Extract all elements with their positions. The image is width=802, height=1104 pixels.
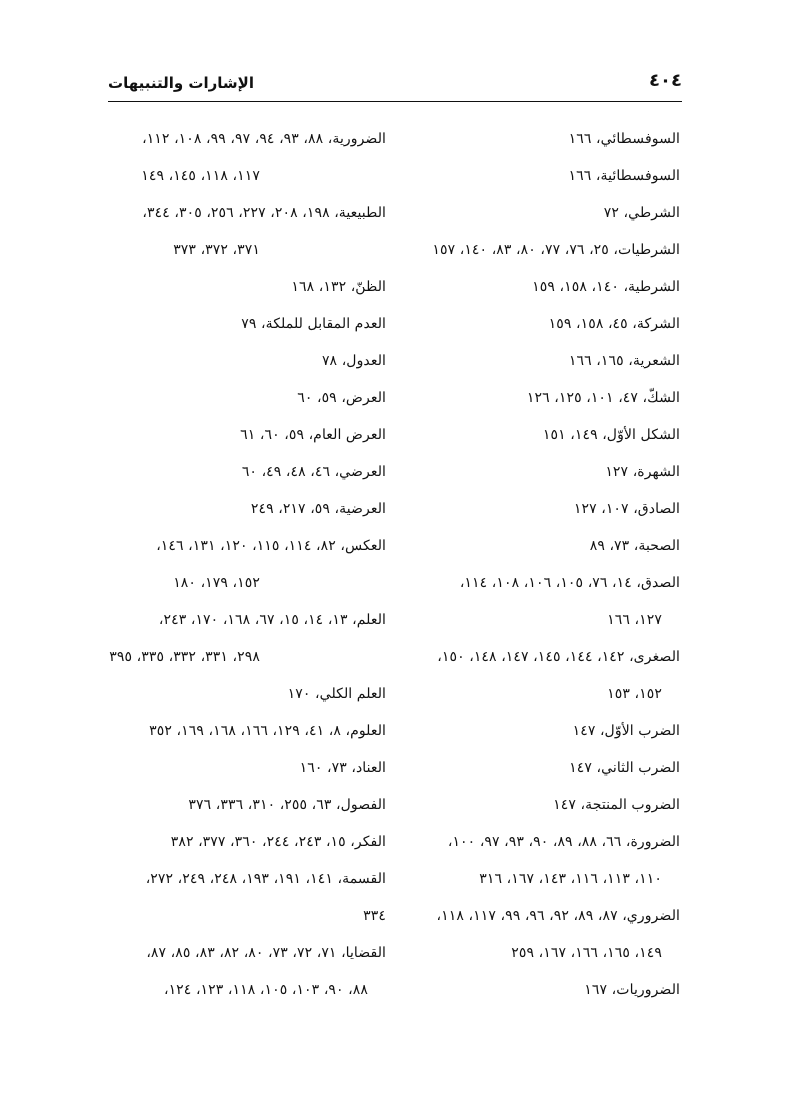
index-entry: الشرطيات، ٢٥، ٧٦، ٧٧، ٨٠، ٨٣، ١٤٠، ١٥٧ xyxy=(432,242,680,258)
header-divider xyxy=(108,101,682,102)
index-entry: ١١٠، ١١٣، ١١٦، ١٤٣، ١٦٧، ٣١٦ xyxy=(479,871,662,887)
index-entry: الشرطية، ١٤٠، ١٥٨، ١٥٩ xyxy=(532,279,680,295)
index-entry: العرض، ٥٩، ٦٠ xyxy=(297,390,386,406)
index-entry: العلم، ١٣، ١٤، ١٥، ٦٧، ١٦٨، ١٧٠، ٢٤٣، xyxy=(158,612,386,628)
index-entry: ١٢٧، ١٦٦ xyxy=(607,612,662,628)
index-entry: ٣٧١، ٣٧٢، ٣٧٣ xyxy=(173,242,260,258)
index-entry: العلوم، ٨، ٤١، ١٢٩، ١٦٦، ١٦٨، ١٦٩، ٣٥٢ xyxy=(149,723,386,739)
index-entry: الضرورية، ٨٨، ٩٣، ٩٤، ٩٧، ٩٩، ١٠٨، ١١٢، xyxy=(142,131,386,147)
index-entry: العرضي، ٤٦، ٤٨، ٤٩، ٦٠ xyxy=(241,464,386,480)
page-number: ٤٠٤ xyxy=(649,70,682,91)
index-entry: الضرورة، ٦٦، ٨٨، ٨٩، ٩٠، ٩٣، ٩٧، ١٠٠، xyxy=(447,834,680,850)
index-entry: الفكر، ١٥، ٢٤٣، ٢٤٤، ٣٦٠، ٣٧٧، ٣٨٢ xyxy=(170,834,386,850)
index-entry: الضروري، ٨٧، ٨٩، ٩٢، ٩٦، ٩٩، ١١٧، ١١٨، xyxy=(436,908,680,924)
index-entry: الشكل الأوّل، ١٤٩، ١٥١ xyxy=(542,427,680,443)
index-entry: القضايا، ٧١، ٧٢، ٧٣، ٨٠، ٨٢، ٨٣، ٨٥، ٨٧، xyxy=(146,945,386,961)
index-column-left xyxy=(110,121,386,1009)
index-entry: العدول، ٧٨ xyxy=(321,353,386,369)
index-entry: ٣٣٤ xyxy=(363,908,386,924)
index-entry: ١٥٢، ١٧٩، ١٨٠ xyxy=(173,575,260,591)
index-entry: السوفسطائي، ١٦٦ xyxy=(568,131,680,147)
page-header xyxy=(108,70,682,100)
index-entry: الضرب الثاني، ١٤٧ xyxy=(569,760,680,776)
index-entry: ١١٧، ١١٨، ١٤٥، ١٤٩ xyxy=(141,168,260,184)
index-entry: السوفسطائية، ١٦٦ xyxy=(568,168,680,184)
index-entry: العرض العام، ٥٩، ٦٠، ٦١ xyxy=(240,427,386,443)
index-entry: الصحبة، ٧٣، ٨٩ xyxy=(589,538,680,554)
index-entry: الصغرى، ١٤٢، ١٤٤، ١٤٥، ١٤٧، ١٤٨، ١٥٠، xyxy=(437,649,680,665)
index-entry: العدم المقابل للملكة، ٧٩ xyxy=(241,316,386,332)
index-entry: العلم الكلي، ١٧٠ xyxy=(287,686,386,702)
index-entry: الشركة، ٤٥، ١٥٨، ١٥٩ xyxy=(548,316,680,332)
index-entry: الضروريات، ١٦٧ xyxy=(584,982,680,998)
index-entry: العرضية، ٥٩، ٢١٧، ٢٤٩ xyxy=(250,501,386,517)
index-entry: الصدق، ١٤، ٧٦، ١٠٥، ١٠٦، ١٠٨، ١١٤، xyxy=(459,575,680,591)
index-entry: الشعرية، ١٦٥، ١٦٦ xyxy=(568,353,680,369)
index-entry: الطبيعية، ١٩٨، ٢٠٨، ٢٢٧، ٢٥٦، ٣٠٥، ٣٤٤، xyxy=(142,205,386,221)
index-entry: الضرب الأوّل، ١٤٧ xyxy=(572,723,680,739)
index-column-right xyxy=(408,121,680,1009)
index-entry: الشكّ، ٤٧، ١٠١، ١٢٥، ١٢٦ xyxy=(526,390,680,406)
index-entry: ٨٨، ٩٠، ١٠٣، ١٠٥، ١١٨، ١٢٣، ١٢٤، xyxy=(163,982,368,998)
running-title: الإشارات والتنبيهات xyxy=(108,74,254,92)
index-entry: الفصول، ٦٣، ٢٥٥، ٣١٠، ٣٣٦، ٣٧٦ xyxy=(188,797,386,813)
index-entry: القسمة، ١٤١، ١٩١، ١٩٣، ٢٤٨، ٢٤٩، ٢٧٢، xyxy=(145,871,386,887)
index-entry: ١٥٢، ١٥٣ xyxy=(607,686,662,702)
index-entry: الظنّ، ١٣٢، ١٦٨ xyxy=(291,279,386,295)
index-entry: الصادق، ١٠٧، ١٢٧ xyxy=(573,501,680,517)
index-entry: الشرطي، ٧٢ xyxy=(603,205,680,221)
index-entry: الشهرة، ١٢٧ xyxy=(605,464,680,480)
index-entry: العناد، ٧٣، ١٦٠ xyxy=(299,760,386,776)
index-entry: ١٤٩، ١٦٥، ١٦٦، ١٦٧، ٢٥٩ xyxy=(511,945,662,961)
index-entry: ٢٩٨، ٣٣١، ٣٣٢، ٣٣٥، ٣٩٥ xyxy=(109,649,260,665)
index-entry: العكس، ٨٢، ١١٤، ١١٥، ١٢٠، ١٣١، ١٤٦، xyxy=(156,538,386,554)
index-entry: الضروب المنتجة، ١٤٧ xyxy=(553,797,680,813)
